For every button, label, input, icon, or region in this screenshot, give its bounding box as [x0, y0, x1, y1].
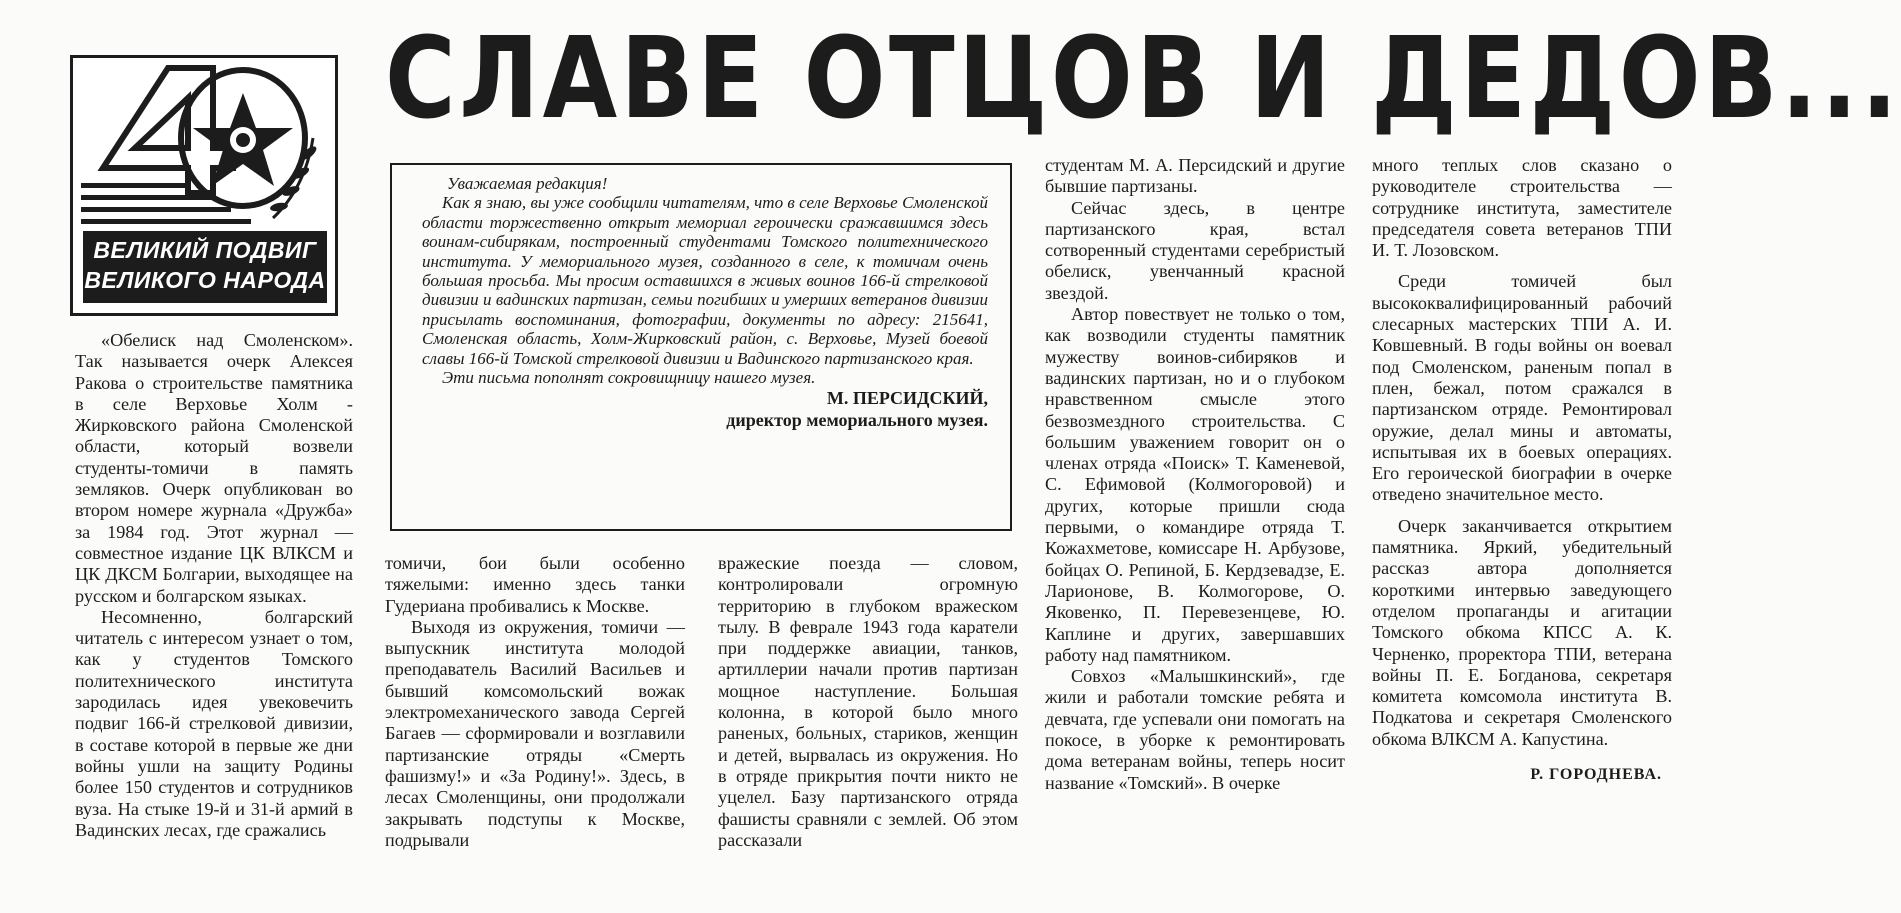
author-byline: Р. ГОРОДНЕВА. [1530, 766, 1662, 784]
col1-paragraph-2: Несомненно, болгарский читатель с интересом узнает о том, как у студентов Томского политехнического института зародилась идея увековечить подвиг 166-й стрелковой дивизии, в составе которой в первые же дни войны ушли на защиту Родины более 150 студентов и сотрудников вуза. На стыке 19-й и 31-й армий в Вадинских лесах, где сражались [75, 606, 353, 840]
anniversary-emblem [70, 55, 338, 316]
column-2 [385, 553, 685, 851]
col2-paragraph-2: Выходя из окружения, томичи — выпускник института молодой преподаватель Василий Васильев и бывший комсомольский вожак электромеханического завода Сергей Багаев — сформировали и возглавили партизанские отряды «Смерть фашизму!» и «За Родину!». Здесь, в лесах Смоленщины, они продолжали закрывать подступы к Москве, подрывали [385, 616, 685, 850]
col5-paragraph-1: много теплых слов сказано о руководителе строительства — сотруднике института, заместителе председателя совета ветеранов ТПИ И. Т. Лозовском. [1372, 155, 1672, 261]
col2-paragraph-1: томичи, бои были особенно тяжелыми: именно здесь танки Гудериана пробивались к Москве. [385, 553, 685, 616]
col4-paragraph-2: Сейчас здесь, в центре партизанского края, встал сотворенный студентами серебристый обелиск, увенчанный красной звездой. [1045, 197, 1345, 303]
letter-closing: Эти письма пополнят сокровищницу нашего музея. [442, 368, 816, 388]
col4-paragraph-3: Автор повествует не только о том, как возводили студенты памятник мужеству воинов-сибиряков и вадинских партизан, но и о глубоком нравственном смысле этого безвозмездного строительства. С большим уважением говорит он о членах отряда «Поиск» Т. Каменевой, С. Ефимовой (Колмогоровой) и других, которые пришли сюда первыми, о командире отряда Т. Кожахметове, комиссаре Н. Арбузове, бойцах О. Репиной, Б. Кердзевадзе, Е. Ларионове, В. Колмогорове, О. Яковенко, П. Перевезенцеве, Ю. Каплине и других, завершавших работу над памятником. [1045, 304, 1345, 665]
column-5 [1372, 155, 1672, 785]
emblem-banner-line2: ВЕЛИКОГО НАРОДА [84, 267, 326, 293]
col5-paragraph-3: Очерк заканчивается открытием памятника. Яркий, убедительный рассказ автора дополняется короткими интервью заведующего отделом пропаганды и агитации Томского обкома КПСС А. К. Черненко, проректора ТПИ, ветерана войны П. Е. Богданова, секретаря комитета комсомола института В. Подкатова и секретаря Смоленского обкома ВЛКСМ А. Капустина. [1372, 515, 1672, 749]
col4-paragraph-4: Совхоз «Малышкинский», где жили и работали томские ребята и девчата, где успевали они помогать на покосе, в уборке к ремонтировать дома ветеранам войны, теперь носит название «Томский». В очерке [1045, 666, 1345, 793]
col3-paragraph-1: вражеские поезда — словом, контролировали огромную территорию в глубоком вражеском тылу. В феврале 1943 года каратели при поддержке авиации, танков, артиллерии начали против партизан мощное наступление. Большая колонна, в которой было много раненых, больных, стариков, женщин и детей, вырвалась из окружения. Но в отряде прикрытия почти никто не уцелел. Базу партизанского отряда фашисты сравняли с землей. Об этом рассказали [718, 553, 1018, 850]
column-4 [1045, 155, 1345, 794]
emblem-banner [83, 231, 327, 303]
col1-paragraph-1: «Обелиск над Смоленском». Так называется очерк Алексея Ракова о строительстве памятника в селе Верховье Холм - Жирковского района Смоленской области, который возвели студенты-томичи в память земляков. Очерк опубликован во втором номере журнала «Дружба» за 1984 год. Этот журнал — совместное издание ЦК ВЛКСМ и ЦК ДКСМ Болгарии, выходящее на русском и болгарском языках. [75, 330, 353, 606]
letter-greeting: Уважаемая редакция! [447, 174, 608, 193]
col4-paragraph-1: студентам М. А. Персидский и другие бывшие партизаны. [1045, 155, 1345, 197]
letter-signature-name: М. ПЕРСИДСКИЙ, [826, 388, 988, 409]
headline: СЛАВЕ ОТЦОВ И ДЕДОВ... [385, 14, 1901, 144]
column-3 [718, 553, 1018, 851]
col5-paragraph-2: Среди томичей был высококвалифицированный рабочий слесарных мастерских ТПИ А. И. Ковшевный. В годы войны он воевал под Смоленском, раненым попал в плен, бежал, потом сражался в партизанском отряде. Ремонтировал оружие, делал мины и автоматы, испытывая их в боевых операциях. Его героической биографии в очерке отведено значительное место. [1372, 271, 1672, 505]
column-1 [75, 330, 353, 841]
letter-body: Как я знаю, вы уже сообщили читателям, что в селе Верховье Смоленской области торжественно открыт мемориал героически сражавшимся здесь воинам-сибирякам, построенный студентами Томского политехнического института. У мемориального музея, созданного в селе, к томичам очень большая просьба. Мы просим оставшихся в живых воинов 166-й стрелковой дивизии и вадинских партизан, семьи погибших и умерших ветеранов дивизии присылать воспоминания, фотографии, документы по адресу: 215641, Смоленская область, Холм-Жирковский район, с. Верховье, Музей боевой славы 166-й Томской стрелковой дивизии и Вадинского партизанского края. [422, 193, 988, 368]
letter-signature-title: директор мемориального музея. [726, 410, 988, 431]
emblem-banner-line1: ВЕЛИКИЙ ПОДВИГ [93, 237, 317, 263]
editor-letter-box [390, 163, 1012, 531]
